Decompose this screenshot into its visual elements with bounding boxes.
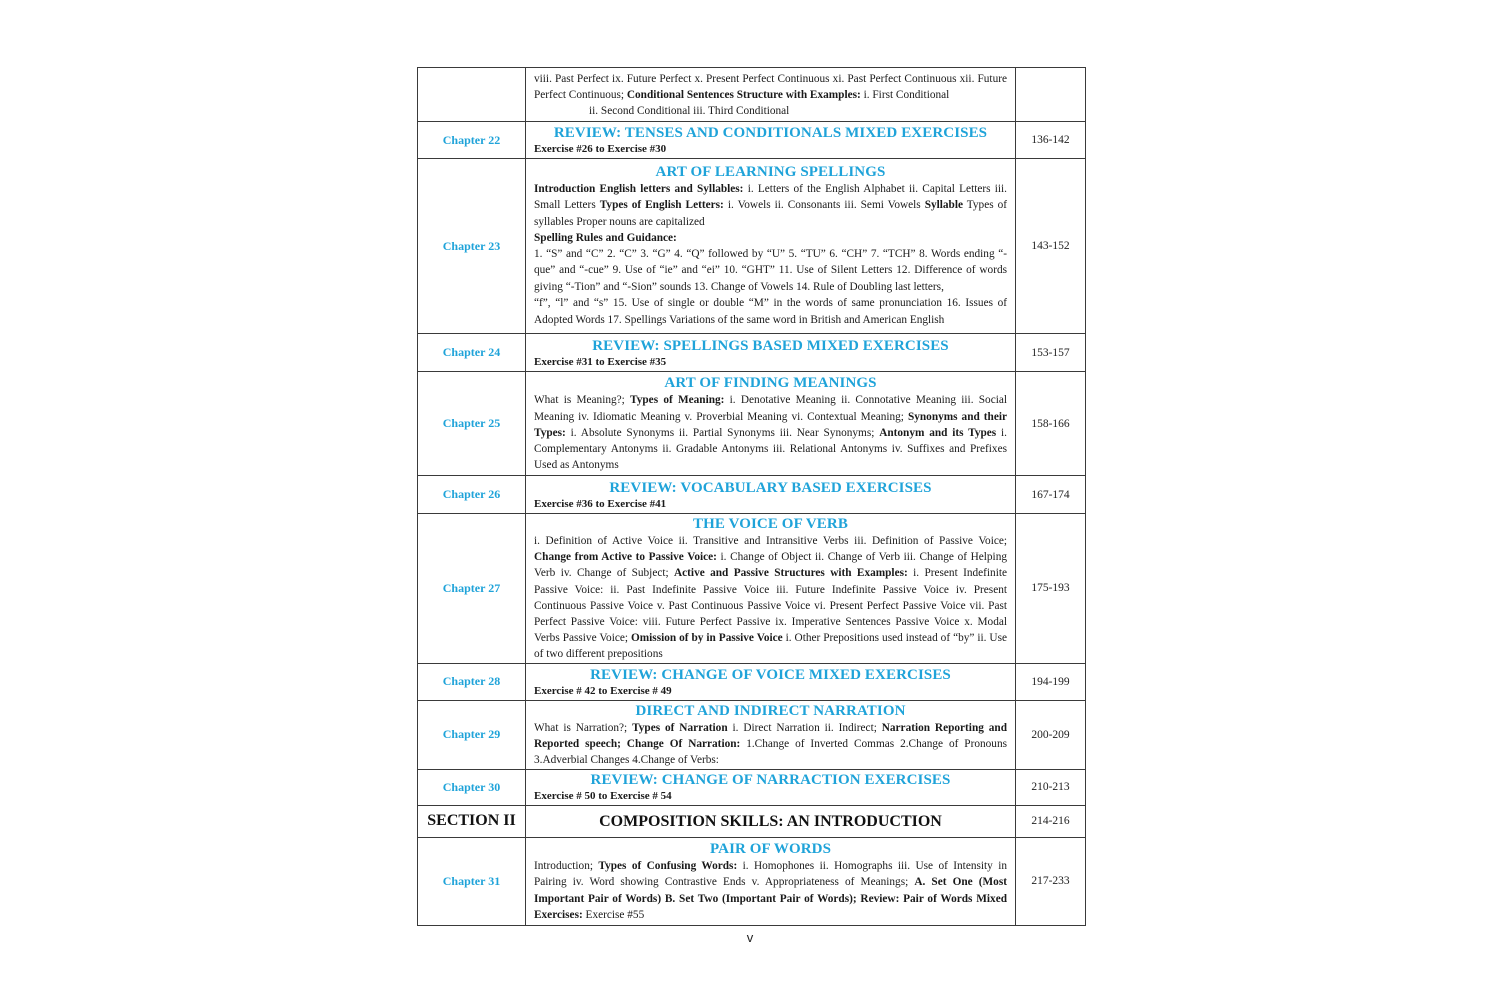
section-label[interactable]: SECTION II [418, 805, 526, 837]
chapter-topics: Introduction English letters and Syllables: i. Letters of the English Alphabet ii. Capital Letters iii. Small Letters Types of English Letters: i. Vowels ii. Consonants iii. Semi Vowels Syllable Types of syllables Proper nouns are capitalized [534, 183, 1008, 228]
exercise-range: Exercise #26 to Exercise #30 [534, 143, 667, 155]
spelling-rules-list: 1. “S” and “C” 2. “C” 3. “G” 4. “Q” followed by “U” 5. “TU” 6. “CH” 7. “TCH” 8. Words ending “-que” and “-cue” 9. Use of “ie” and “ei” 10. “GHT” 11. Use of Silent Letters 12. Difference of words giving “-Tion” and “-Sion” sounds 13. Change of Vowels 14. Rule of Doubling last letters, [534, 248, 1007, 293]
chapter-label[interactable]: Chapter 28 [418, 663, 526, 700]
exercise-range: Exercise #31 to Exercise #35 [534, 355, 667, 368]
table-row-chapter-24 [418, 334, 1086, 372]
content-cell [526, 159, 1016, 334]
page-number: v [746, 930, 754, 945]
page-range: 210-213 [1016, 769, 1086, 805]
chapter-label[interactable]: Chapter 30 [418, 769, 526, 805]
chapter-label[interactable]: Chapter 23 [418, 159, 526, 334]
table-row-chapter-28 [418, 663, 1086, 700]
section-title[interactable]: COMPOSITION SKILLS: AN INTRODUCTION [599, 812, 942, 830]
pages-cell [1016, 68, 1086, 122]
exercise-range: Exercise #36 to Exercise #41 [534, 497, 667, 510]
content-cell: viii. Past Perfect ix. Future Perfect x. Present Perfect Continuous xi. Past Perfect Continuous xii. Future Perfect Continuous; Conditional Sentences Structure with Examples: i. First Conditional ii. Second Conditional iii. Third Conditional [526, 68, 1016, 122]
chapter-title[interactable]: PAIR OF WORDS [709, 841, 832, 858]
chapter-label[interactable]: Chapter 22 [418, 122, 526, 159]
chapter-title[interactable]: REVIEW: TENSES AND CONDITIONALS MIXED EXERCISES [553, 125, 988, 141]
chapter-topics: Introduction; Types of Confusing Words: i. Homophones ii. Homographs iii. Use of Intensity in Pairing iv. Word showing Contrastive Ends v. Appropriateness of Meanings; A. Set One (Most Important Pair of Words) B. Set Two (Important Pair of Words); Review: Pair of Words Mixed Exercises: Exercise #55 [534, 860, 1007, 921]
content-cell [526, 700, 1016, 769]
chapter-title[interactable]: REVIEW: CHANGE OF VOICE MIXED EXERCISES [590, 666, 951, 683]
table-of-contents [417, 67, 1085, 926]
page-range: 217-233 [1016, 837, 1086, 925]
chapter-title[interactable]: ART OF LEARNING SPELLINGS [655, 164, 886, 181]
chapter-label[interactable]: Chapter 27 [418, 514, 526, 664]
page-range: 158-166 [1016, 372, 1086, 476]
chapter-title[interactable]: ART OF FINDING MEANINGS [664, 375, 877, 392]
exercise-range: Exercise # 42 to Exercise # 49 [534, 684, 672, 697]
content-cell [526, 372, 1016, 476]
page-range: 214-216 [1016, 805, 1086, 837]
content-cell [526, 514, 1016, 664]
page-range: 200-209 [1016, 700, 1086, 769]
page-range: 194-199 [1016, 663, 1086, 700]
chapter-title[interactable]: THE VOICE OF VERB [693, 516, 848, 532]
table-row-chapter-22 [418, 122, 1086, 159]
table-row-chapter-27 [418, 514, 1086, 664]
chapter-title[interactable]: REVIEW: SPELLINGS BASED MIXED EXERCISES [592, 337, 949, 354]
chapter-title[interactable]: REVIEW: VOCABULARY BASED EXERCISES [609, 479, 932, 496]
chapter-label[interactable]: Chapter 29 [418, 700, 526, 769]
content-cell [526, 122, 1016, 159]
content-cell [526, 334, 1016, 372]
chapter-label[interactable]: Chapter 31 [418, 837, 526, 925]
chapter-topics: What is Meaning?; Types of Meaning: i. Denotative Meaning ii. Connotative Meaning iii. Social Meaning iv. Idiomatic Meaning v. Proverbial Meaning vi. Contextual Meaning; Synonyms and their Types: i. Absolute Synonyms ii. Partial Synonyms iii. Near Synonyms; Antonym and its Types i. Complementary Antonyms ii. Gradable Antonyms iii. Relational Antonyms iv. Suffixes and Prefixes Used as Antonyms [534, 394, 1008, 472]
table-row-chapter-23 [418, 159, 1086, 334]
page-range: 153-157 [1016, 334, 1086, 372]
table-row-chapter-25 [418, 372, 1086, 476]
page-range: 143-152 [1016, 159, 1086, 334]
page-range: 167-174 [1016, 476, 1086, 514]
spelling-rules-heading: Spelling Rules and Guidance: [534, 231, 677, 244]
chapter-label[interactable]: Chapter 24 [418, 334, 526, 372]
page-range: 175-193 [1016, 514, 1086, 664]
contents-table [417, 67, 1086, 926]
exercise-range: Exercise # 50 to Exercise # 54 [534, 790, 672, 803]
table-row-chapter-30 [418, 769, 1086, 805]
content-cell [526, 805, 1016, 837]
chapter-title[interactable]: REVIEW: CHANGE OF NARRACTION EXERCISES [590, 772, 951, 789]
chapter-cell [418, 68, 526, 122]
content-cell [526, 476, 1016, 514]
content-cell [526, 837, 1016, 925]
table-row-continued [418, 68, 1086, 122]
chapter-label[interactable]: Chapter 25 [418, 372, 526, 476]
chapter-title[interactable]: DIRECT AND INDIRECT NARRATION [635, 702, 906, 719]
page-range: 136-142 [1016, 122, 1086, 159]
table-row-chapter-31 [418, 837, 1086, 925]
chapter-label[interactable]: Chapter 26 [418, 476, 526, 514]
table-row-section-ii [418, 805, 1086, 837]
content-cell [526, 663, 1016, 700]
chapter-topics: What is Narration?; Types of Narration i. Direct Narration ii. Indirect; Narration Reporting and Reported speech; Change Of Narration: 1.Change of Inverted Commas 2.Change of Pronouns 3.Adverbial Changes 4.Change of Verbs: [534, 721, 1007, 767]
chapter-topics: i. Definition of Active Voice ii. Transitive and Intransitive Verbs iii. Definition of Passive Voice; Change from Active to Passive Voice: i. Change of Object ii. Change of Verb iii. Change of Helping Verb iv. Change of Subject; Active and Passive Structures with Examples: i. Present Indefinite Passive Voice: ii. Past Indefinite Passive Voice iii. Future Indefinite Passive Voice iv. Present Continuous Passive Voice v. Past Continuous Passive Voice vi. Present Perfect Passive Voice vii. Past Perfect Passive Voice: viii. Future Perfect Passive ix. Imperative Sentences Passive Voice x. Modal Verbs Passive Voice; Omission of by in Passive Voice i. Other Prepositions used instead of “by” ii. Use of two different prepositions [534, 535, 1007, 661]
content-cell [526, 769, 1016, 805]
table-row-chapter-26 [418, 476, 1086, 514]
table-row-chapter-29 [418, 700, 1086, 769]
spelling-rules-list-continued: “f”, “l” and “s” 15. Use of single or double “M” in the words of same pronunciation 16. Issues of Adopted Words 17. Spellings Variations of the same word in British and American English [534, 296, 1007, 327]
